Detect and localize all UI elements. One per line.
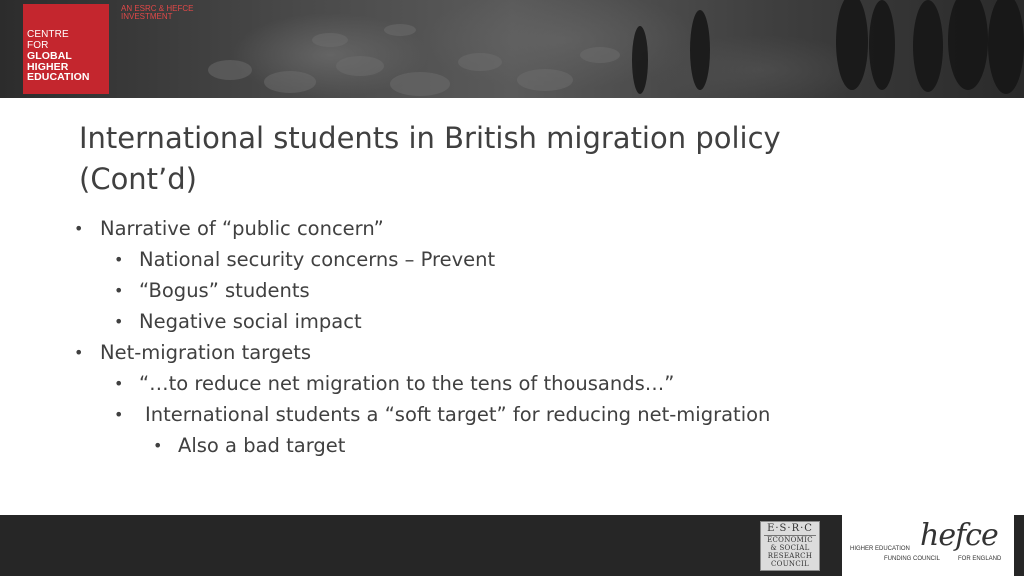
bullet-text: Negative social impact xyxy=(139,310,362,333)
cghe-logo xyxy=(23,4,109,94)
bullet-list xyxy=(72,213,972,461)
bullet-text: National security concerns – Prevent xyxy=(139,248,496,271)
esrc-logo-line: RESEARCH xyxy=(767,552,813,560)
bullet-item xyxy=(72,399,972,430)
bullet-item xyxy=(72,306,972,337)
esrc-logo xyxy=(760,521,820,571)
bullet-text: “…to reduce net migration to the tens of thousands…” xyxy=(139,372,675,395)
bullet-icon: • xyxy=(114,281,124,300)
bullet-icon: • xyxy=(114,374,124,393)
bullet-text: Narrative of “public concern” xyxy=(100,217,384,240)
logo-line: GLOBAL xyxy=(27,50,72,62)
esrc-logo-line: COUNCIL xyxy=(771,560,809,568)
bullet-text: Net-migration targets xyxy=(100,341,312,364)
bullet-icon: • xyxy=(153,436,163,455)
bullet-text: Also a bad target xyxy=(178,434,346,457)
hefce-logo-name: hefce xyxy=(920,518,998,553)
esrc-logo-line: & SOCIAL xyxy=(770,544,810,552)
logo-line: HIGHER xyxy=(27,60,69,73)
hefce-logo-text-mid: FUNDING COUNCIL xyxy=(884,556,941,562)
logo-line: CENTRE xyxy=(27,29,69,40)
cghe-logo-text xyxy=(27,30,90,83)
title-line: (Cont’d) xyxy=(79,162,197,196)
bullet-item xyxy=(72,337,972,368)
header-banner xyxy=(0,0,1024,98)
bullet-icon: • xyxy=(114,312,124,331)
hefce-logo xyxy=(842,515,1014,576)
hefce-logo-text-left: HIGHER EDUCATION xyxy=(850,546,910,552)
investment-label: AN ESRC & HEFCE INVESTMENT xyxy=(121,4,194,21)
esrc-logo-top: E·S·R·C xyxy=(764,523,816,536)
bullet-icon: • xyxy=(74,219,84,238)
hefce-logo-text-right: FOR ENGLAND xyxy=(958,556,1002,562)
bullet-text: “Bogus” students xyxy=(139,279,310,302)
logo-line: FOR xyxy=(27,39,49,51)
title-line: International students in British migration policy xyxy=(79,121,781,155)
bullet-item xyxy=(72,213,972,244)
bullet-item xyxy=(72,244,972,275)
bullet-item xyxy=(72,430,972,461)
esrc-logo-line: ECONOMIC xyxy=(767,536,813,544)
bullet-icon: • xyxy=(114,250,124,269)
slide-title xyxy=(79,118,939,200)
bullet-item xyxy=(72,368,972,399)
bullet-item xyxy=(72,275,972,306)
bullet-icon: • xyxy=(74,343,84,362)
bullet-text: International students a “soft target” for reducing net-migration xyxy=(145,403,771,426)
bullet-icon: • xyxy=(114,405,124,424)
logo-line: EDUCATION xyxy=(27,71,90,83)
